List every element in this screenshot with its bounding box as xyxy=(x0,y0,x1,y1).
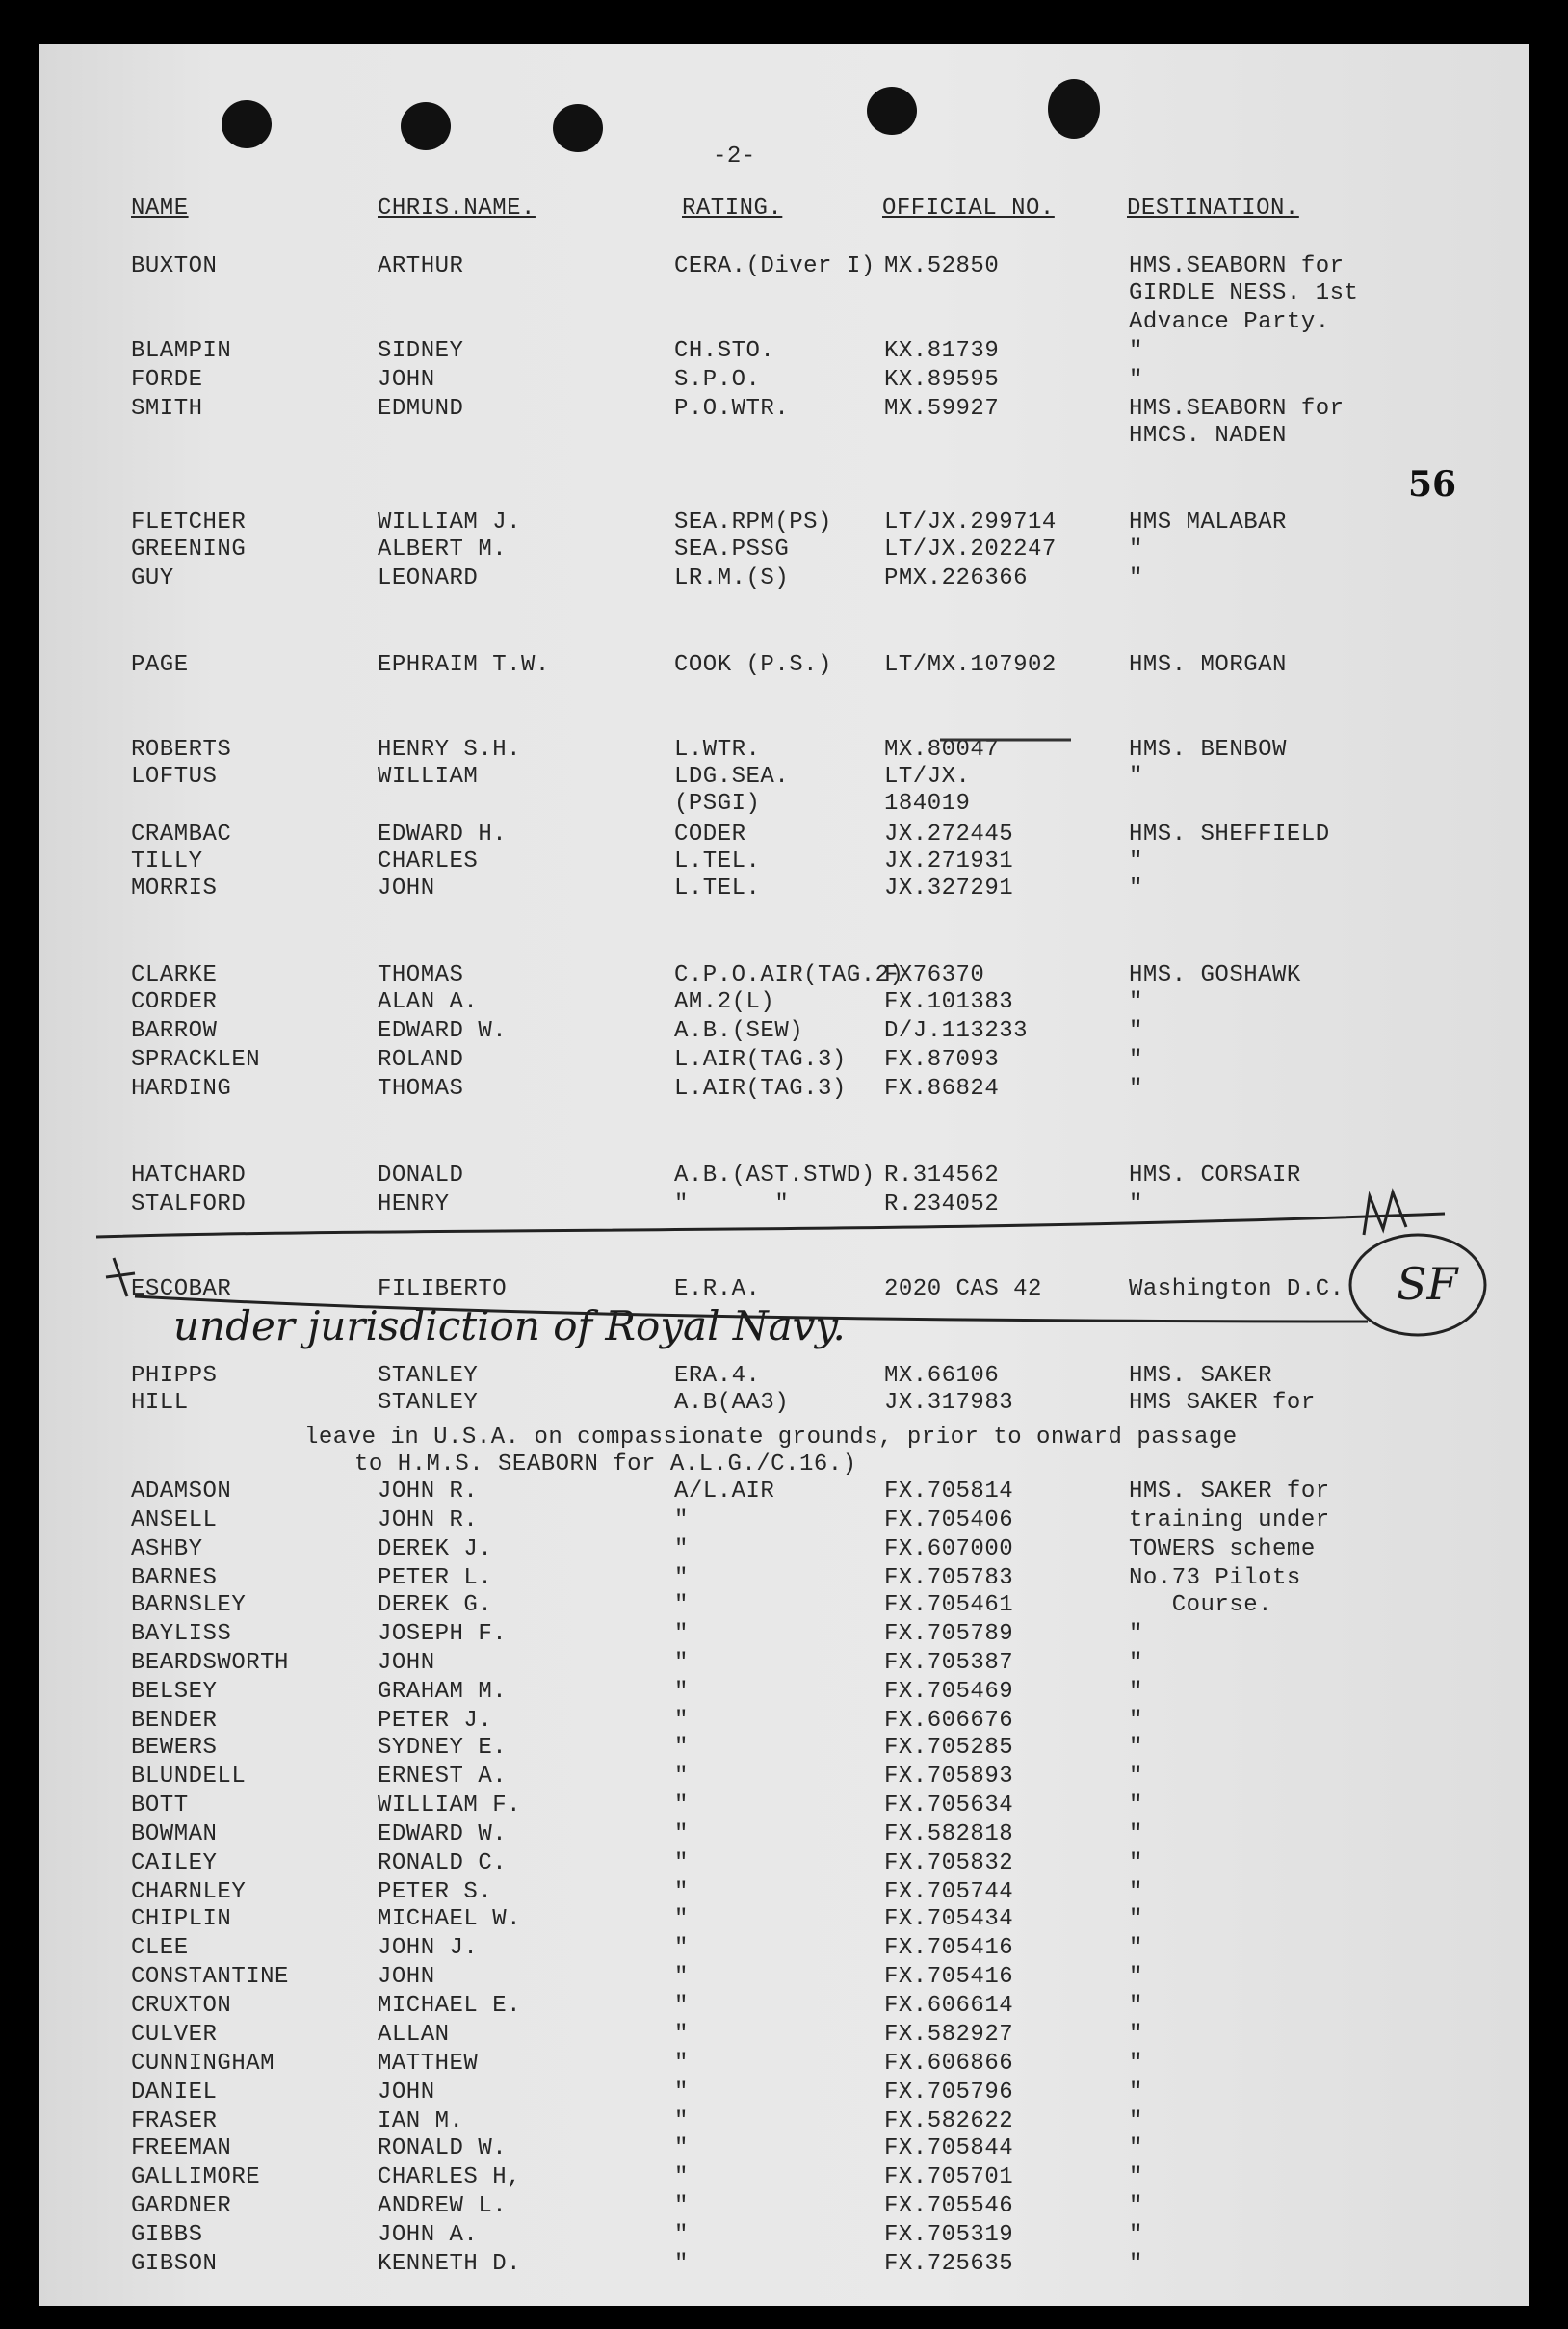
cell-rating: L.AIR(TAG.3) xyxy=(674,1076,847,1102)
cell-rating: A.B(AA3) xyxy=(674,1390,790,1416)
cell-official: FX.607000 xyxy=(884,1536,1014,1562)
cell-dest: HMS. BENBOW xyxy=(1129,737,1287,763)
cell-chris: DEREK G. xyxy=(378,1592,493,1618)
cell-official: FX.705416 xyxy=(884,1935,1014,1961)
cell-rating: " xyxy=(674,1679,689,1705)
cell-chris: RONALD C. xyxy=(378,1850,508,1876)
cell-official: FX.705893 xyxy=(884,1764,1014,1790)
cell-chris: CHARLES H, xyxy=(378,2164,522,2190)
cell-name: BARNSLEY xyxy=(131,1592,247,1618)
cell-chris: WILLIAM F. xyxy=(378,1793,522,1819)
cell-rating: L.WTR. xyxy=(674,737,761,763)
cell-dest: Washington D.C. xyxy=(1129,1276,1345,1302)
cell-dest: " xyxy=(1129,1018,1143,1044)
cell-chris: EDWARD W. xyxy=(378,1018,508,1044)
cell-official: MX.59927 xyxy=(884,396,1000,422)
cell-name: GREENING xyxy=(131,536,247,563)
cell-chris: FILIBERTO xyxy=(378,1276,508,1302)
cell-official: LT/MX.107902 xyxy=(884,652,1057,678)
cell-name: ADAMSON xyxy=(131,1479,232,1505)
cell-rating: L.AIR(TAG.3) xyxy=(674,1047,847,1073)
cell-name: BELSEY xyxy=(131,1679,218,1705)
cell-chris: EPHRAIM T.W. xyxy=(378,652,550,678)
cell-rating: " xyxy=(674,2051,689,2077)
cell-rating: A.B.(SEW) xyxy=(674,1018,804,1044)
handwritten-note: under jurisdiction of Royal Navy. xyxy=(173,1302,846,1349)
cell-rating: LR.M.(S) xyxy=(674,565,790,591)
cell-official: FX.705285 xyxy=(884,1735,1014,1761)
cell-dest: HMCS. NADEN xyxy=(1129,423,1287,449)
cell-chris: SIDNEY xyxy=(378,338,464,364)
cell-name: GALLIMORE xyxy=(131,2164,261,2190)
cell-rating: S.P.O. xyxy=(674,367,761,393)
cell-rating: CH.STO. xyxy=(674,338,775,364)
cell-official: MX.52850 xyxy=(884,253,1000,279)
cell-dest: " xyxy=(1129,849,1143,875)
cell-dest: " xyxy=(1129,1621,1143,1647)
cell-rating: " xyxy=(674,1879,689,1905)
cell-chris: ALLAN xyxy=(378,2022,450,2048)
cell-official: LT/JX.202247 xyxy=(884,536,1057,563)
cell-dest: " xyxy=(1129,2222,1143,2248)
cell-rating: SEA.RPM(PS) xyxy=(674,510,832,536)
cell-official: FX.705416 xyxy=(884,1964,1014,1990)
cell-official: FX.725635 xyxy=(884,2251,1014,2277)
cell-rating: L.TEL. xyxy=(674,876,761,902)
cell-name: GARDNER xyxy=(131,2193,232,2219)
cell-rating: " " xyxy=(674,1191,790,1217)
cell-rating: " xyxy=(674,2164,689,2190)
cell-name: ANSELL xyxy=(131,1507,218,1533)
cell-dest: " xyxy=(1129,989,1143,1015)
cell-rating: C.P.O.AIR(TAG.2) xyxy=(674,962,904,988)
annotation-marks xyxy=(39,44,1529,2306)
cell-official: FX.606676 xyxy=(884,1708,1014,1734)
cell-dest: HMS. CORSAIR xyxy=(1129,1163,1301,1189)
cell-dest: HMS. SAKER xyxy=(1129,1363,1273,1389)
cell-rating: " xyxy=(674,2080,689,2106)
cell-rating: AM.2(L) xyxy=(674,989,775,1015)
cell-chris: JOHN R. xyxy=(378,1507,479,1533)
cell-rating: " xyxy=(674,2135,689,2161)
cell-name: CLARKE xyxy=(131,962,218,988)
cell-name: BEARDSWORTH xyxy=(131,1650,289,1676)
cell-name: CHARNLEY xyxy=(131,1879,247,1905)
cell-official: FX.705844 xyxy=(884,2135,1014,2161)
cell-dest: Advance Party. xyxy=(1129,309,1330,335)
cell-official: JX.317983 xyxy=(884,1390,1014,1416)
cell-official: 184019 xyxy=(884,791,971,817)
cell-name: DANIEL xyxy=(131,2080,218,2106)
cell-chris: RONALD W. xyxy=(378,2135,508,2161)
cell-official: PMX.226366 xyxy=(884,565,1029,591)
cell-rating: " xyxy=(674,1964,689,1990)
cell-name: PAGE xyxy=(131,652,189,678)
cell-official: FX.705783 xyxy=(884,1565,1014,1591)
cell-official: FX.582818 xyxy=(884,1821,1014,1847)
cell-chris: JOHN xyxy=(378,1650,435,1676)
cell-official: D/J.113233 xyxy=(884,1018,1029,1044)
cell-name: FLETCHER xyxy=(131,510,247,536)
cell-name: GIBSON xyxy=(131,2251,218,2277)
cell-dest: No.73 Pilots xyxy=(1129,1565,1301,1591)
cell-dest: " xyxy=(1129,565,1143,591)
cell-name: SMITH xyxy=(131,396,203,422)
cell-name: BOTT xyxy=(131,1793,189,1819)
cell-dest: HMS MALABAR xyxy=(1129,510,1287,536)
cell-name: CRAMBAC xyxy=(131,822,232,848)
cell-rating: P.O.WTR. xyxy=(674,396,790,422)
cell-name: BENDER xyxy=(131,1708,218,1734)
cell-name: STALFORD xyxy=(131,1191,247,1217)
cell-official: FX.582927 xyxy=(884,2022,1014,2048)
cell-chris: KENNETH D. xyxy=(378,2251,522,2277)
cell-rating: LDG.SEA. xyxy=(674,764,790,790)
cell-name: CHIPLIN xyxy=(131,1906,232,1932)
cell-rating: CERA.(Diver I) xyxy=(674,253,875,279)
cell-rating: (PSGI) xyxy=(674,791,761,817)
cell-official: FX.705796 xyxy=(884,2080,1014,2106)
cell-dest: HMS.SEABORN for xyxy=(1129,253,1345,279)
cell-chris: JOSEPH F. xyxy=(378,1621,508,1647)
cell-rating: CODER xyxy=(674,822,746,848)
cell-rating: " xyxy=(674,1650,689,1676)
cell-name: HILL xyxy=(131,1390,189,1416)
cell-official: FX76370 xyxy=(884,962,985,988)
cell-rating: " xyxy=(674,1507,689,1533)
cell-official: FX.705469 xyxy=(884,1679,1014,1705)
cell-name: LOFTUS xyxy=(131,764,218,790)
cell-rating: " xyxy=(674,1850,689,1876)
cell-chris: PETER J. xyxy=(378,1708,493,1734)
cell-official: JX.327291 xyxy=(884,876,1014,902)
cell-rating: " xyxy=(674,1935,689,1961)
cell-official: FX.582622 xyxy=(884,2108,1014,2134)
cell-official: FX.705461 xyxy=(884,1592,1014,1618)
cell-official: R.234052 xyxy=(884,1191,1000,1217)
cell-chris: HENRY xyxy=(378,1191,450,1217)
cell-rating: ERA.4. xyxy=(674,1363,761,1389)
cell-rating: " xyxy=(674,1621,689,1647)
cell-dest: " xyxy=(1129,1821,1143,1847)
cell-chris: PETER S. xyxy=(378,1879,493,1905)
cell-rating: " xyxy=(674,2022,689,2048)
cell-name: MORRIS xyxy=(131,876,218,902)
cell-dest: " xyxy=(1129,1735,1143,1761)
cell-chris: MICHAEL E. xyxy=(378,1993,522,2019)
cell-dest: TOWERS scheme xyxy=(1129,1536,1316,1562)
cell-chris: JOHN xyxy=(378,876,435,902)
cell-dest: " xyxy=(1129,2108,1143,2134)
cell-dest: " xyxy=(1129,1708,1143,1734)
cell-chris: JOHN J. xyxy=(378,1935,479,1961)
cell-dest: " xyxy=(1129,1679,1143,1705)
cell-chris: LEONARD xyxy=(378,565,479,591)
cell-name: SPRACKLEN xyxy=(131,1047,261,1073)
cell-name: GUY xyxy=(131,565,174,591)
cell-official: FX.86824 xyxy=(884,1076,1000,1102)
cell-dest: GIRDLE NESS. 1st xyxy=(1129,280,1359,306)
cell-name: CONSTANTINE xyxy=(131,1964,289,1990)
cell-official: R.314562 xyxy=(884,1163,1000,1189)
cell-official: MX.80047 xyxy=(884,737,1000,763)
cell-official: FX.705814 xyxy=(884,1479,1014,1505)
document-page xyxy=(39,44,1529,2306)
cell-dest: " xyxy=(1129,1935,1143,1961)
cell-chris: ERNEST A. xyxy=(378,1764,508,1790)
cell-dest: " xyxy=(1129,1964,1143,1990)
cell-dest: training under xyxy=(1129,1507,1330,1533)
cell-dest: " xyxy=(1129,1906,1143,1932)
cell-chris: DONALD xyxy=(378,1163,464,1189)
cell-name: TILLY xyxy=(131,849,203,875)
cell-name: FORDE xyxy=(131,367,203,393)
cell-name: HARDING xyxy=(131,1076,232,1102)
cell-dest: " xyxy=(1129,1191,1143,1217)
cell-name: BARROW xyxy=(131,1018,218,1044)
cell-rating: " xyxy=(674,1821,689,1847)
cell-dest: HMS. MORGAN xyxy=(1129,652,1287,678)
cell-dest: " xyxy=(1129,2193,1143,2219)
cell-dest: " xyxy=(1129,2251,1143,2277)
cell-rating: " xyxy=(674,1592,689,1618)
cell-chris: THOMAS xyxy=(378,962,464,988)
cell-name: ASHBY xyxy=(131,1536,203,1562)
cell-name: BLUNDELL xyxy=(131,1764,247,1790)
cell-rating: L.TEL. xyxy=(674,849,761,875)
cell-official: MX.66106 xyxy=(884,1363,1000,1389)
cell-name: CLEE xyxy=(131,1935,189,1961)
cell-official: FX.705789 xyxy=(884,1621,1014,1647)
cell-chris: ARTHUR xyxy=(378,253,464,279)
cell-dest: HMS SAKER for xyxy=(1129,1390,1316,1416)
cell-rating: " xyxy=(674,1764,689,1790)
cell-rating: " xyxy=(674,1565,689,1591)
cell-dest: " xyxy=(1129,876,1143,902)
header-destination: DESTINATION. xyxy=(1127,196,1299,222)
cell-chris: WILLIAM J. xyxy=(378,510,522,536)
cell-dest: " xyxy=(1129,1764,1143,1790)
cell-chris: GRAHAM M. xyxy=(378,1679,508,1705)
cell-chris: STANLEY xyxy=(378,1363,479,1389)
cell-dest: " xyxy=(1129,1793,1143,1819)
cell-rating: " xyxy=(674,2108,689,2134)
cell-name: GIBBS xyxy=(131,2222,203,2248)
cell-rating: SEA.PSSG xyxy=(674,536,790,563)
cell-chris: ALAN A. xyxy=(378,989,479,1015)
cell-rating: " xyxy=(674,1993,689,2019)
cell-name: FRASER xyxy=(131,2108,218,2134)
cell-dest: " xyxy=(1129,2022,1143,2048)
cell-name: CAILEY xyxy=(131,1850,218,1876)
header-name: NAME xyxy=(131,196,189,222)
cell-chris: WILLIAM xyxy=(378,764,479,790)
cell-chris: PETER L. xyxy=(378,1565,493,1591)
cell-chris: EDWARD W. xyxy=(378,1821,508,1847)
cell-name: BOWMAN xyxy=(131,1821,218,1847)
cell-dest: " xyxy=(1129,1650,1143,1676)
cell-rating: " xyxy=(674,2251,689,2277)
cell-dest: " xyxy=(1129,1850,1143,1876)
cell-dest: " xyxy=(1129,2051,1143,2077)
cell-rating: A.B.(AST.STWD) xyxy=(674,1163,875,1189)
cell-official: FX.705701 xyxy=(884,2164,1014,2190)
cell-rating: COOK (P.S.) xyxy=(674,652,832,678)
cell-official: JX.272445 xyxy=(884,822,1014,848)
cell-official: FX.606866 xyxy=(884,2051,1014,2077)
cell-chris: ANDREW L. xyxy=(378,2193,508,2219)
cell-rating: " xyxy=(674,1906,689,1932)
cell-official: JX.271931 xyxy=(884,849,1014,875)
cell-official: FX.87093 xyxy=(884,1047,1000,1073)
cell-name: CULVER xyxy=(131,2022,218,2048)
cell-chris: STANLEY xyxy=(378,1390,479,1416)
cell-rating: " xyxy=(674,1536,689,1562)
cell-rating: E.R.A. xyxy=(674,1276,761,1302)
cell-dest: " xyxy=(1129,2080,1143,2106)
cell-name: BUXTON xyxy=(131,253,218,279)
cell-dest: HMS. SHEFFIELD xyxy=(1129,822,1330,848)
cell-name: HATCHARD xyxy=(131,1163,247,1189)
cell-chris: JOHN xyxy=(378,367,435,393)
cell-chris: ALBERT M. xyxy=(378,536,508,563)
cell-rating: A/L.AIR xyxy=(674,1479,775,1505)
cell-dest: " xyxy=(1129,2164,1143,2190)
cell-chris: MICHAEL W. xyxy=(378,1906,522,1932)
cell-official: FX.705434 xyxy=(884,1906,1014,1932)
cell-dest: HMS.SEABORN for xyxy=(1129,396,1345,422)
cell-official: FX.705744 xyxy=(884,1879,1014,1905)
cell-official: FX.606614 xyxy=(884,1993,1014,2019)
cell-official: FX.705387 xyxy=(884,1650,1014,1676)
cell-official: KX.89595 xyxy=(884,367,1000,393)
cell-official: FX.705319 xyxy=(884,2222,1014,2248)
stamp-initials: SF xyxy=(1397,1258,1458,1310)
cell-dest: HMS. GOSHAWK xyxy=(1129,962,1301,988)
cell-chris: SYDNEY E. xyxy=(378,1735,508,1761)
cell-name: CORDER xyxy=(131,989,218,1015)
cell-rating: " xyxy=(674,1708,689,1734)
cell-name: BEWERS xyxy=(131,1735,218,1761)
cell-dest: " xyxy=(1129,338,1143,364)
cell-chris: JOHN A. xyxy=(378,2222,479,2248)
cell-official: FX.705634 xyxy=(884,1793,1014,1819)
cell-chris: ROLAND xyxy=(378,1047,464,1073)
note-line: leave in U.S.A. on compassionate grounds, prior to onward passage xyxy=(304,1425,1238,1451)
cell-dest: " xyxy=(1129,367,1143,393)
header-chris-name: CHRIS.NAME. xyxy=(378,196,536,222)
cell-chris: JOHN xyxy=(378,2080,435,2106)
margin-number: 56 xyxy=(1408,464,1457,505)
page-number: -2- xyxy=(713,144,756,170)
note-line: to H.M.S. SEABORN for A.L.G./C.16.) xyxy=(354,1452,857,1478)
header-rating: RATING. xyxy=(682,196,783,222)
cell-name: CRUXTON xyxy=(131,1993,232,2019)
cell-rating: " xyxy=(674,1735,689,1761)
cell-official: LT/JX.299714 xyxy=(884,510,1057,536)
cell-chris: MATTHEW xyxy=(378,2051,479,2077)
cell-dest: HMS. SAKER for xyxy=(1129,1479,1330,1505)
cell-name: ROBERTS xyxy=(131,737,232,763)
cell-rating: " xyxy=(674,2222,689,2248)
cell-name: BARNES xyxy=(131,1565,218,1591)
cell-rating: " xyxy=(674,1793,689,1819)
cell-chris: JOHN xyxy=(378,1964,435,1990)
cell-name: ESCOBAR xyxy=(131,1276,232,1302)
cell-name: FREEMAN xyxy=(131,2135,232,2161)
cell-chris: EDMUND xyxy=(378,396,464,422)
cell-official: FX.705406 xyxy=(884,1507,1014,1533)
cell-official: FX.101383 xyxy=(884,989,1014,1015)
cell-name: BAYLISS xyxy=(131,1621,232,1647)
cell-official: FX.705546 xyxy=(884,2193,1014,2219)
cell-chris: EDWARD H. xyxy=(378,822,508,848)
cell-chris: JOHN R. xyxy=(378,1479,479,1505)
cell-dest: " xyxy=(1129,1047,1143,1073)
cell-dest: " xyxy=(1129,1076,1143,1102)
cell-official: FX.705832 xyxy=(884,1850,1014,1876)
cell-official: LT/JX. xyxy=(884,764,971,790)
cell-chris: CHARLES xyxy=(378,849,479,875)
cell-chris: HENRY S.H. xyxy=(378,737,522,763)
cell-chris: DEREK J. xyxy=(378,1536,493,1562)
cell-rating: " xyxy=(674,2193,689,2219)
cell-name: CUNNINGHAM xyxy=(131,2051,275,2077)
cell-name: BLAMPIN xyxy=(131,338,232,364)
cell-chris: IAN M. xyxy=(378,2108,464,2134)
cell-official: KX.81739 xyxy=(884,338,1000,364)
cell-official: 2020 CAS 42 xyxy=(884,1276,1042,1302)
cell-dest: Course. xyxy=(1129,1592,1273,1618)
cell-dest: " xyxy=(1129,764,1143,790)
cell-chris: THOMAS xyxy=(378,1076,464,1102)
cell-name: PHIPPS xyxy=(131,1363,218,1389)
cell-dest: " xyxy=(1129,1879,1143,1905)
cell-dest: " xyxy=(1129,536,1143,563)
cell-dest: " xyxy=(1129,2135,1143,2161)
cell-dest: " xyxy=(1129,1993,1143,2019)
header-official-no: OFFICIAL NO. xyxy=(882,196,1055,222)
